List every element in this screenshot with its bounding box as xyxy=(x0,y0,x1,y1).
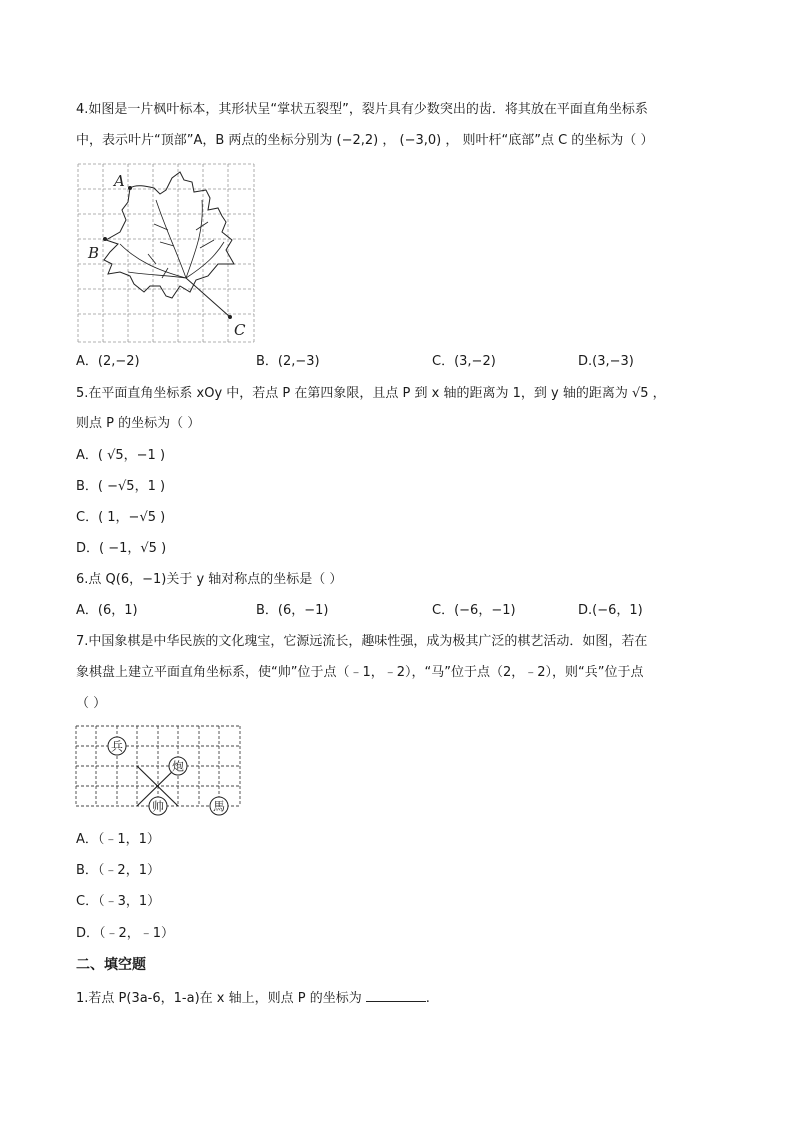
q5-option-a: A．( √5，−1 ) xyxy=(76,448,166,463)
fill1-text xyxy=(76,987,430,1009)
piece-bing xyxy=(108,737,126,755)
chess-board-figure xyxy=(74,722,244,818)
q7-option-a: A．（﹣1，1） xyxy=(76,832,160,847)
piece-ma xyxy=(210,797,228,815)
q4-option-d: D.(3,−3) xyxy=(578,354,634,369)
piece-shuai xyxy=(149,797,167,815)
point-c-label: C xyxy=(234,321,246,339)
svg-text:馬: 馬 xyxy=(212,799,226,814)
q7-text-line3: （ ） xyxy=(76,696,107,711)
q4-option-c: C．(3,−2) xyxy=(432,354,496,369)
q5-option-c: C．( 1，−√5 ) xyxy=(76,510,166,525)
fill1-period: . xyxy=(425,991,430,1006)
piece-pao xyxy=(169,757,187,775)
q7-text-line2: 象棋盘上建立平面直角坐标系，使“帅”位于点（﹣1，﹣2），“马”位于点（2，﹣2），则“兵”位于点 xyxy=(76,665,644,680)
q6-option-c: C．(−6，−1) xyxy=(432,603,516,618)
maple-leaf-figure xyxy=(76,160,260,344)
leaf-stem xyxy=(186,278,230,317)
q4-option-a: A．(2,−2) xyxy=(76,354,140,369)
point-b-label: B xyxy=(88,244,100,262)
q6-option-d: D.(−6，1) xyxy=(578,603,643,618)
q4-text-line1: 4.如图是一片枫叶标本，其形状呈“掌状五裂型”，裂片具有少数突出的齿．将其放在平面直角坐标系 xyxy=(76,102,648,117)
svg-text:兵: 兵 xyxy=(110,739,124,754)
q6-option-a: A．(6，1) xyxy=(76,603,138,618)
section-heading-fill-in: 二、填空题 xyxy=(76,957,146,973)
q5-text-line2: 则点 P 的坐标为（ ） xyxy=(76,416,201,431)
q4-option-b: B．(2,−3) xyxy=(256,354,320,369)
svg-text:帅: 帅 xyxy=(151,799,165,814)
answer-blank[interactable] xyxy=(366,987,426,1002)
q6-text-line1: 6.点 Q(6，−1)关于 y 轴对称点的坐标是（ ） xyxy=(76,572,343,587)
point-a-label: A xyxy=(114,172,125,190)
q5-text-line1: 5.在平面直角坐标系 xOy 中，若点 P 在第四象限，且点 P 到 x 轴的距离为 1，到 y 轴的距离为 √5 ， xyxy=(76,386,666,401)
q7-option-c: C．（﹣3，1） xyxy=(76,894,161,909)
q6-option-b: B．(6，−1) xyxy=(256,603,329,618)
q7-text-line1: 7.中国象棋是中华民族的文化瑰宝，它源远流长，趣味性强，成为极其广泛的棋艺活动．如图，若在 xyxy=(76,634,648,649)
q7-option-b: B．（﹣2，1） xyxy=(76,863,160,878)
fill1-question: 1.若点 P(3a-6，1-a)在 x 轴上，则点 P 的坐标为 xyxy=(76,991,362,1006)
q4-text-line2: 中，表示叶片“顶部”A，B 两点的坐标分别为 (−2,2) ， (−3,0) ， 则叶杆“底部”点 C 的坐标为（ ） xyxy=(76,133,654,148)
q5-option-b: B．( −√5，1 ) xyxy=(76,479,166,494)
q7-option-d: D．（﹣2，﹣1） xyxy=(76,926,175,941)
svg-text:炮: 炮 xyxy=(171,759,185,774)
q5-option-d: D．( −1，√5 ) xyxy=(76,541,167,556)
